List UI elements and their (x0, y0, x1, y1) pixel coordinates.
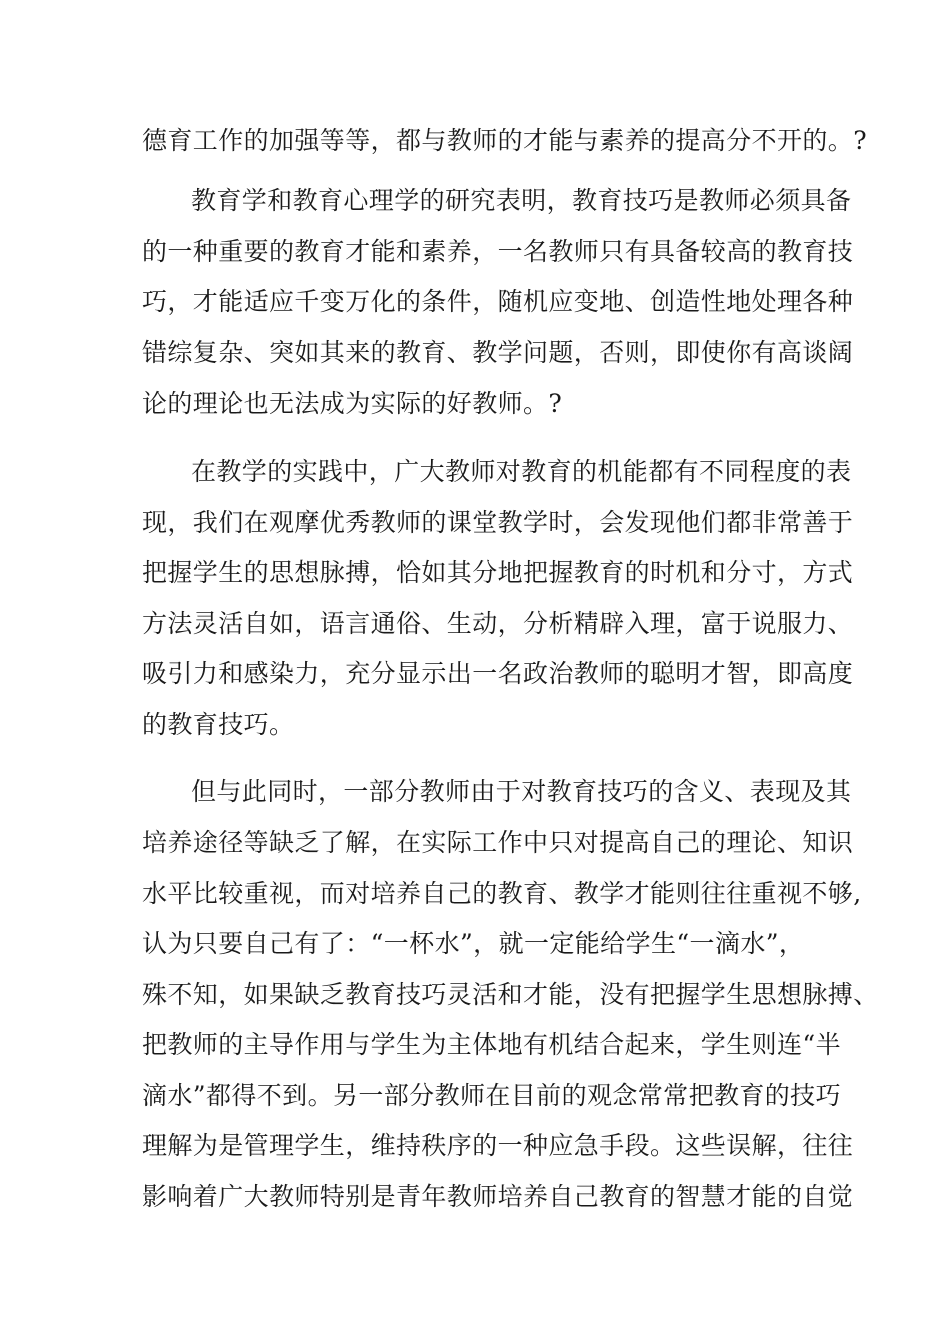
paragraph-2-line-1: 教育学和教育心理学的研究表明，教育技巧是教师必须具备 (191, 186, 852, 215)
paragraph-3-line-1: 在教学的实践中，广大教师对教育的机能都有不同程度的表 (191, 457, 852, 486)
paragraph-2-line-2: 的一种重要的教育才能和素养，一名教师只有具备较高的教育技 (142, 237, 854, 266)
paragraph-3-line-2: 现，我们在观摩优秀教师的课堂教学时，会发现他们都非常善于 (142, 508, 854, 537)
paragraph-1-line-1: 德育工作的加强等等，都与教师的才能与素养的提高分不开的。? (142, 126, 868, 155)
paragraph-3-line-6: 的教育技巧。 (142, 710, 295, 739)
paragraph-2-line-3: 巧，才能适应千变万化的条件，随机应变地、创造性地处理各种 (142, 287, 854, 316)
paragraph-4-line-4: 认为只要自己有了：“一杯水”，就一定能给学生“一滴水”， (142, 929, 805, 958)
paragraph-4-line-5: 殊不知，如果缺乏教育技巧灵活和才能，没有把握学生思想脉搏、 (142, 980, 879, 1009)
paragraph-4-line-8: 理解为是管理学生，维持秩序的一种应急手段。这些误解，往往 (142, 1131, 854, 1160)
paragraph-3-line-5: 吸引力和感染力，充分显示出一名政治教师的聪明才智，即高度 (142, 659, 854, 688)
paragraph-4-line-7: 滴水”都得不到。另一部分教师在目前的观念常常把教育的技巧 (142, 1081, 841, 1110)
paragraph-3-line-3: 把握学生的思想脉搏，恰如其分地把握教育的时机和分寸，方式 (142, 558, 854, 587)
paragraph-4-line-1: 但与此同时，一部分教师由于对教育技巧的含义、表现及其 (191, 777, 852, 806)
paragraph-4-line-2: 培养途径等缺乏了解，在实际工作中只对提高自己的理论、知识 (142, 828, 854, 857)
paragraph-2-line-4: 错综复杂、突如其来的教育、教学问题，否则，即使你有高谈阔 (142, 338, 854, 367)
paragraph-4-line-6: 把教师的主导作用与学生为主体地有机结合起来，学生则连“半 (142, 1030, 841, 1059)
paragraph-4-line-3: 水平比较重视，而对培养自己的教育、教学才能则往往重视不够, (142, 879, 862, 908)
paragraph-2-line-5: 论的理论也无法成为实际的好教师。? (142, 389, 563, 418)
paragraph-4-line-9: 影响着广大教师特别是青年教师培养自己教育的智慧才能的自觉 (142, 1182, 854, 1211)
paragraph-3-line-4: 方法灵活自如，语言通俗、生动，分析精辟入理，富于说服力、 (142, 609, 854, 638)
